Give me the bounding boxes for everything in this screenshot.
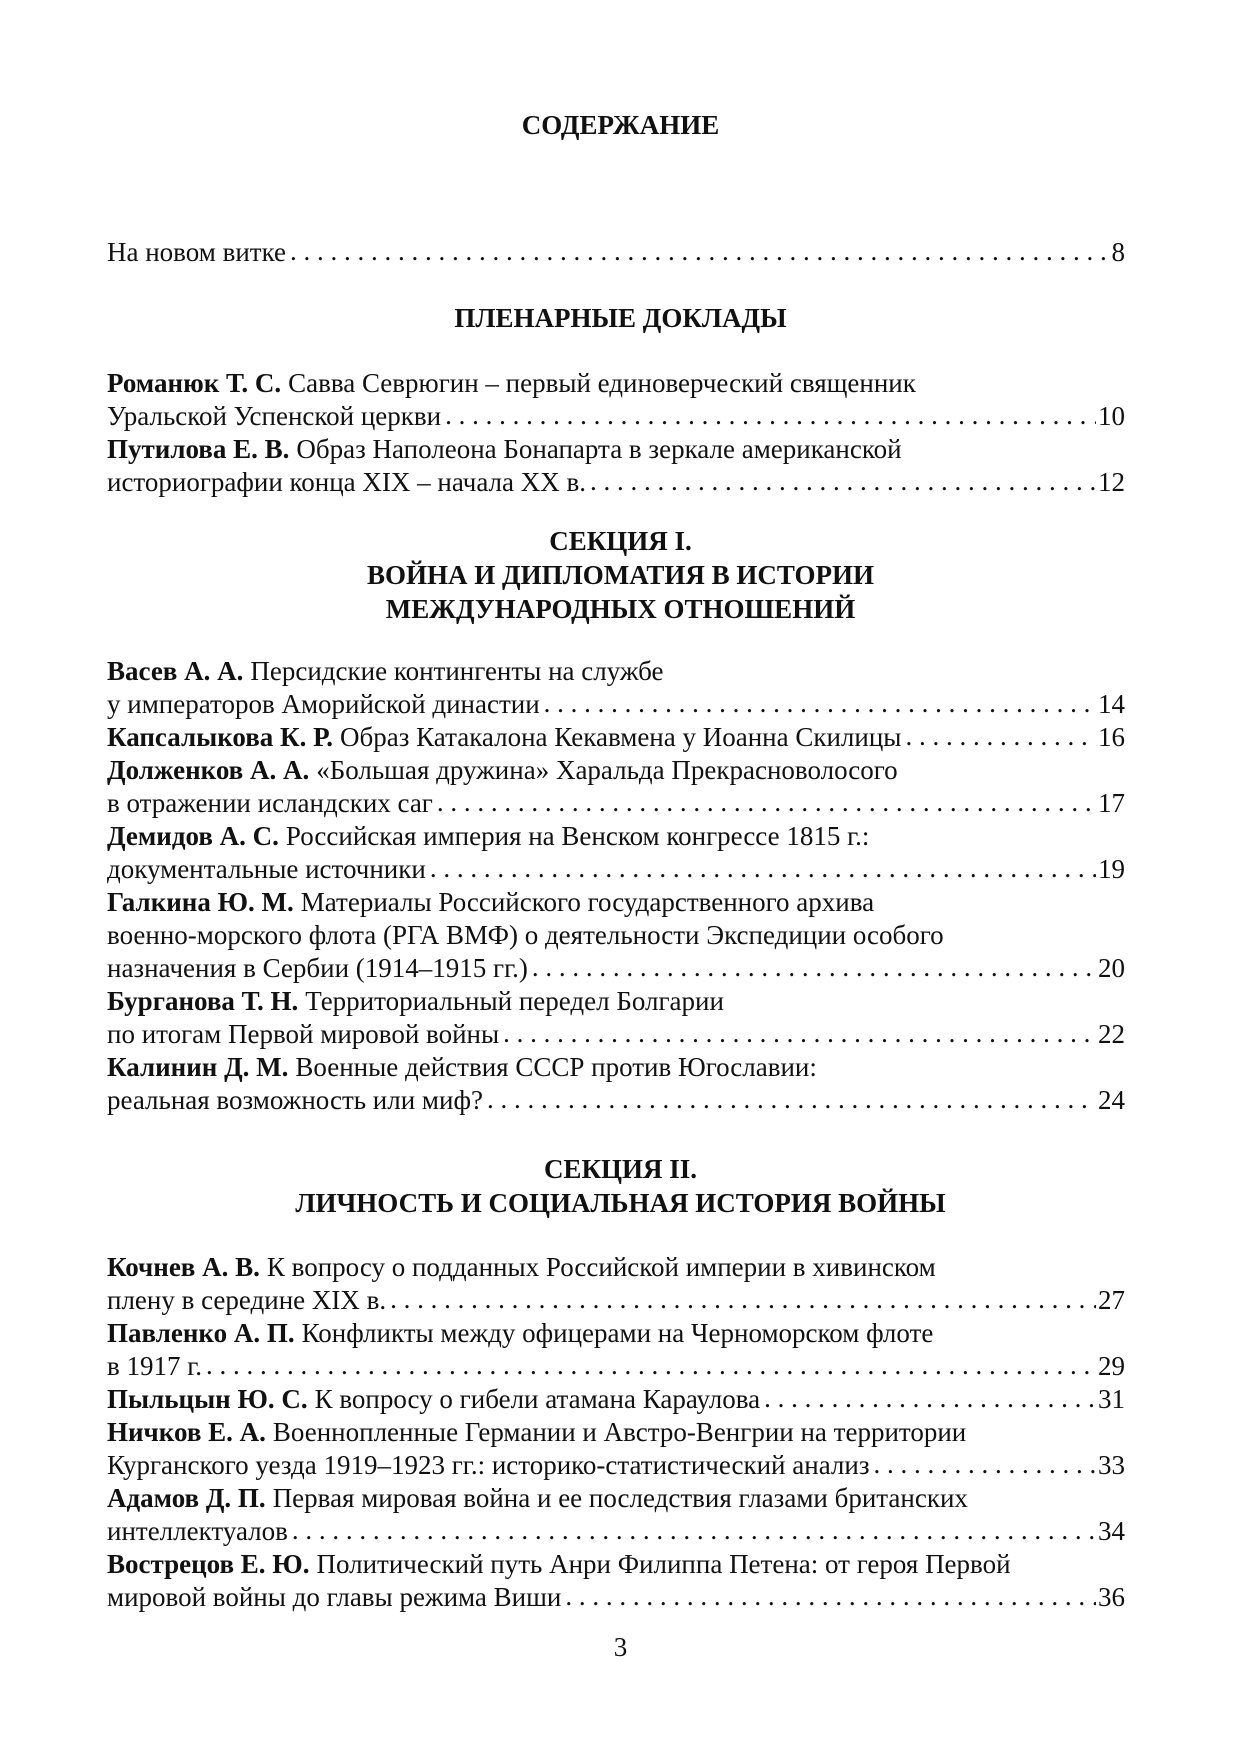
dot-leader (874, 1448, 1097, 1481)
entry-page: 36 (1098, 1582, 1125, 1612)
entry-title: Военнопленные Германии и Австро-Венгрии на территории (272, 1417, 967, 1447)
entry-title: интеллектуалов (107, 1516, 288, 1546)
dot-leader (390, 1283, 1096, 1316)
toc-entry-line[interactable] (107, 1317, 1125, 1350)
entry-title: Военные действия СССР против Югославии: (295, 1052, 817, 1082)
entry-page: 12 (1098, 467, 1125, 497)
entry-author: Демидов А. С. (107, 821, 279, 851)
entry-title: «Большая дружина» Харальда Прекрасноволосого (316, 755, 898, 785)
dot-leader (532, 951, 1096, 984)
toc-entry-line[interactable] (107, 433, 1125, 466)
dot-leader (292, 1514, 1096, 1547)
entry-title: военно-морского флота (РГА ВМФ) о деятельности Экспедиции особого (107, 920, 944, 950)
entry-page: 33 (1098, 1450, 1125, 1480)
dot-leader (290, 235, 1110, 268)
entry-author: Павленко А. П. (107, 1318, 295, 1348)
entry-author: Вострецов Е. Ю. (107, 1549, 310, 1579)
entry-title: На новом витке (107, 237, 286, 267)
entry-author: Долженков А. А. (107, 755, 310, 785)
toc-entry-line[interactable] (107, 1051, 1125, 1084)
toc-entry-line[interactable] (107, 919, 1125, 952)
toc-entry-line[interactable] (107, 1284, 1125, 1317)
entry-page: 10 (1098, 401, 1125, 431)
entry-page: 16 (1098, 722, 1125, 752)
toc-entry-line[interactable] (107, 985, 1125, 1018)
entry-title: Курганского уезда 1919–1923 гг.: историко-статистический анализ (107, 1450, 870, 1480)
dot-leader (503, 1017, 1096, 1050)
entry-title: плену в середине XIX в. (107, 1285, 387, 1315)
entry-page: 19 (1098, 854, 1125, 884)
entry-author: Кочнев А. В. (107, 1252, 260, 1282)
toc-entry-line[interactable] (107, 787, 1125, 820)
toc-entry-line[interactable] (107, 655, 1125, 688)
toc-entry-line[interactable] (107, 754, 1125, 787)
page-title: СОДЕРЖАНИЕ (521, 110, 720, 140)
entry-page: 27 (1098, 1285, 1125, 1315)
entry-author: Бурганова Т. Н. (107, 986, 299, 1016)
entry-author: Ничков Е. А. (107, 1417, 266, 1447)
entry-title: Персидские контингенты на службе (250, 656, 664, 686)
entry-title: К вопросу о подданных Российской империи в хивинском (266, 1252, 936, 1282)
toc-entry-line[interactable] (107, 1548, 1125, 1581)
toc-entry-line[interactable] (107, 853, 1125, 886)
toc-entry-line[interactable] (107, 1581, 1125, 1614)
entry-page: 17 (1098, 788, 1125, 818)
toc-entry-line[interactable] (107, 1383, 1125, 1416)
entry-page: 20 (1098, 953, 1125, 983)
toc-entry-line[interactable] (107, 1018, 1125, 1051)
entry-page: 22 (1098, 1019, 1125, 1049)
toc-entry-line[interactable] (107, 1482, 1125, 1515)
entry-author: Путилова Е. В. (107, 434, 290, 464)
entry-title: историографии конца XIX – начала XX в. (107, 467, 586, 497)
toc-entry-line[interactable] (107, 1350, 1125, 1383)
dot-leader (544, 687, 1096, 720)
entry-page: 8 (1111, 237, 1125, 267)
entry-author: Капсалыкова К. Р. (107, 722, 334, 752)
entry-title: Политический путь Анри Филиппа Петена: от героя Первой (316, 1549, 1011, 1579)
section-heading-plenary: ПЛЕНАРНЫЕ ДОКЛАДЫ (454, 303, 787, 333)
toc-entry-line[interactable] (107, 1449, 1125, 1482)
toc-entry-line[interactable] (107, 1251, 1125, 1284)
entry-title: в отражении исландских саг (107, 788, 433, 818)
entry-title: назначения в Сербии (1914–1915 гг.) (107, 953, 528, 983)
entry-title: Материалы Российского государственного архива (300, 887, 875, 917)
page-number: 3 (613, 1632, 628, 1662)
toc-list-plenary (107, 367, 1125, 499)
entry-author: Пыльцын Ю. С. (107, 1384, 308, 1414)
dot-leader (764, 1382, 1096, 1415)
dot-leader (206, 1349, 1096, 1382)
entry-page: 24 (1098, 1085, 1125, 1115)
entry-title: Первая мировая война и ее последствия глазами британских (272, 1483, 968, 1513)
entry-author: Романюк Т. С. (107, 368, 282, 398)
entry-page: 31 (1098, 1384, 1125, 1414)
section-heading-1: СЕКЦИЯ I. ВОЙНА И ДИПЛОМАТИЯ В ИСТОРИИ МЕЖДУНАРОДНЫХ ОТНОШЕНИЙ (367, 526, 874, 624)
entry-title: Российская империя на Венском конгрессе 1815 г.: (285, 821, 870, 851)
entry-title: документальные источники (107, 854, 426, 884)
dot-leader (437, 786, 1096, 819)
entry-author: Васев А. А. (107, 656, 244, 686)
toc-entry-line[interactable] (107, 688, 1125, 721)
toc-list-section-2 (107, 1251, 1125, 1614)
toc-entry-line[interactable] (107, 367, 1125, 400)
entry-page: 29 (1098, 1351, 1125, 1381)
entry-title: Территориальный передел Болгарии (305, 986, 724, 1016)
toc-entry-line[interactable] (107, 1515, 1125, 1548)
entry-title: Савва Севрюгин – первый единоверческий священник (288, 368, 916, 398)
entry-page: 34 (1098, 1516, 1125, 1546)
entry-title: по итогам Первой мировой войны (107, 1019, 500, 1049)
toc-entry-line[interactable] (107, 952, 1125, 985)
dot-leader (487, 1083, 1096, 1116)
entry-title: Уральской Успенской церкви (107, 401, 442, 431)
dot-leader (430, 852, 1096, 885)
dot-leader (590, 465, 1096, 498)
entry-title: мировой войны до главы режима Виши (107, 1582, 562, 1612)
entry-title: Конфликты между офицерами на Черноморском флоте (301, 1318, 934, 1348)
dot-leader (565, 1580, 1096, 1613)
toc-entry-line[interactable] (107, 466, 1125, 499)
entry-author: Галкина Ю. М. (107, 887, 294, 917)
toc-entry-line[interactable] (107, 721, 1125, 754)
entry-page: 14 (1098, 689, 1125, 719)
section-heading-2: СЕКЦИЯ II. ЛИЧНОСТЬ И СОЦИАЛЬНАЯ ИСТОРИЯ ВОЙНЫ (295, 1154, 946, 1218)
entry-title: Образ Наполеона Бонапарта в зеркале американской (296, 434, 902, 464)
toc-entry-line[interactable] (107, 1416, 1125, 1449)
entry-title: у императоров Аморийской династии (107, 689, 540, 719)
toc-entry-line[interactable] (107, 1084, 1125, 1117)
dot-leader (905, 720, 1096, 753)
entry-title: Образ Катакалона Кекавмена у Иоанна Скилицы (340, 722, 902, 752)
entry-title: в 1917 г. (107, 1351, 203, 1381)
entry-author: Калинин Д. М. (107, 1052, 289, 1082)
entry-title: К вопросу о гибели атамана Караулова (314, 1384, 761, 1414)
entry-author: Адамов Д. П. (107, 1483, 266, 1513)
entry-title: реальная возможность или миф? (107, 1085, 483, 1115)
toc-entry-line[interactable] (107, 820, 1125, 853)
toc-entry-line[interactable] (107, 886, 1125, 919)
toc-list-section-1 (107, 655, 1125, 1117)
toc-intro (107, 236, 1125, 269)
toc-entry-line[interactable] (107, 400, 1125, 433)
dot-leader (445, 399, 1096, 432)
toc-entry[interactable] (107, 236, 1125, 269)
